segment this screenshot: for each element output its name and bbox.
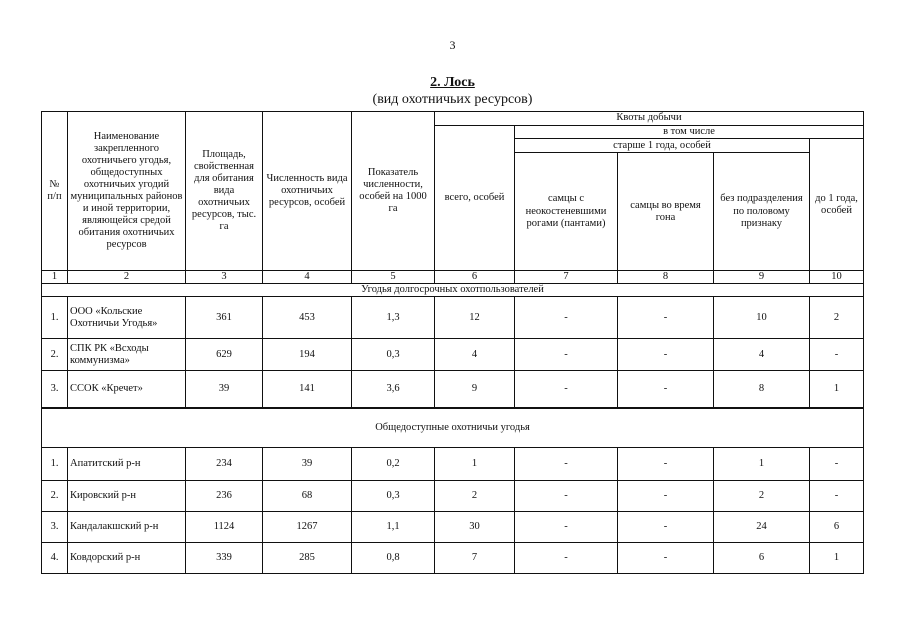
row-total: 12 bbox=[435, 297, 515, 339]
row-population: 194 bbox=[263, 339, 352, 371]
row-males-rut: - bbox=[618, 543, 714, 574]
header-no: № п/п bbox=[42, 112, 68, 271]
header-no-sex: без подразделения по половому признаку bbox=[714, 153, 810, 271]
column-number: 10 bbox=[810, 271, 864, 284]
row-density: 0,8 bbox=[352, 543, 435, 574]
row-area: 629 bbox=[186, 339, 263, 371]
row-name: Кандалакшский р-н bbox=[68, 512, 186, 543]
page-number: 3 bbox=[449, 38, 456, 52]
row-population: 1267 bbox=[263, 512, 352, 543]
row-no-sex: 4 bbox=[714, 339, 810, 371]
row-males-rut: - bbox=[618, 512, 714, 543]
header-density: Показатель численности, особей на 1000 га bbox=[352, 112, 435, 271]
row-no-sex: 24 bbox=[714, 512, 810, 543]
table-row bbox=[42, 371, 864, 408]
header-older: старше 1 года, особей bbox=[515, 139, 810, 153]
row-males-antlers: - bbox=[515, 543, 618, 574]
row-density: 1,3 bbox=[352, 297, 435, 339]
header-quotas: Квоты добычи bbox=[435, 112, 864, 126]
header-males-rut: самцы во время гона bbox=[618, 153, 714, 271]
row-under1: 6 bbox=[810, 512, 864, 543]
row-density: 1,1 bbox=[352, 512, 435, 543]
column-number: 2 bbox=[68, 271, 186, 284]
row-number: 3. bbox=[42, 371, 68, 408]
row-under1: - bbox=[810, 448, 864, 481]
header-name: Наименование закрепленного охотничьего угодья, общедоступных охотничьих угодий муниципальных районов и иной территории, являющейся средой обитания охотничьих ресурсов bbox=[68, 112, 186, 271]
row-total: 30 bbox=[435, 512, 515, 543]
row-total: 1 bbox=[435, 448, 515, 481]
row-area: 236 bbox=[186, 481, 263, 512]
row-total: 7 bbox=[435, 543, 515, 574]
row-density: 0,3 bbox=[352, 339, 435, 371]
row-males-antlers: - bbox=[515, 448, 618, 481]
row-males-antlers: - bbox=[515, 297, 618, 339]
row-total: 9 bbox=[435, 371, 515, 408]
row-area: 39 bbox=[186, 371, 263, 408]
row-number: 2. bbox=[42, 481, 68, 512]
column-number: 3 bbox=[186, 271, 263, 284]
section-title-long-term: Угодья долгосрочных охотпользователей bbox=[42, 284, 864, 297]
column-number: 6 bbox=[435, 271, 515, 284]
header-males-antlers: самцы с неокостеневшими рогами (пантами) bbox=[515, 153, 618, 271]
row-males-rut: - bbox=[618, 371, 714, 408]
row-males-antlers: - bbox=[515, 371, 618, 408]
row-no-sex: 8 bbox=[714, 371, 810, 408]
table-row bbox=[42, 448, 864, 481]
row-males-rut: - bbox=[618, 481, 714, 512]
row-males-antlers: - bbox=[515, 339, 618, 371]
row-number: 4. bbox=[42, 543, 68, 574]
page-title: 2. Лось bbox=[430, 75, 475, 90]
row-area: 1124 bbox=[186, 512, 263, 543]
row-no-sex: 1 bbox=[714, 448, 810, 481]
column-number: 9 bbox=[714, 271, 810, 284]
row-total: 4 bbox=[435, 339, 515, 371]
row-total: 2 bbox=[435, 481, 515, 512]
row-males-antlers: - bbox=[515, 481, 618, 512]
row-under1: - bbox=[810, 481, 864, 512]
row-density: 3,6 bbox=[352, 371, 435, 408]
header-total: всего, особей bbox=[435, 126, 515, 271]
column-number: 1 bbox=[42, 271, 68, 284]
row-population: 141 bbox=[263, 371, 352, 408]
table-row bbox=[42, 297, 864, 339]
row-name: ССОК «Кречет» bbox=[68, 371, 186, 408]
row-no-sex: 10 bbox=[714, 297, 810, 339]
row-under1: - bbox=[810, 339, 864, 371]
row-no-sex: 6 bbox=[714, 543, 810, 574]
section-title-public: Общедоступные охотничьи угодья bbox=[42, 409, 864, 448]
row-under1: 1 bbox=[810, 543, 864, 574]
column-number: 4 bbox=[263, 271, 352, 284]
row-no-sex: 2 bbox=[714, 481, 810, 512]
row-number: 3. bbox=[42, 512, 68, 543]
header-population: Численность вида охотничьих ресурсов, особей bbox=[263, 112, 352, 271]
row-name: Кировский р-н bbox=[68, 481, 186, 512]
row-under1: 2 bbox=[810, 297, 864, 339]
row-males-rut: - bbox=[618, 448, 714, 481]
column-number-row bbox=[42, 271, 864, 284]
row-population: 39 bbox=[263, 448, 352, 481]
row-density: 0,2 bbox=[352, 448, 435, 481]
row-area: 361 bbox=[186, 297, 263, 339]
row-population: 453 bbox=[263, 297, 352, 339]
column-number: 7 bbox=[515, 271, 618, 284]
row-name: Ковдорский р-н bbox=[68, 543, 186, 574]
row-density: 0,3 bbox=[352, 481, 435, 512]
row-population: 285 bbox=[263, 543, 352, 574]
row-name: Апатитский р-н bbox=[68, 448, 186, 481]
quota-table bbox=[41, 111, 864, 574]
page-subtitle: (вид охотничьих ресурсов) bbox=[372, 92, 533, 107]
table-row bbox=[42, 512, 864, 543]
row-area: 234 bbox=[186, 448, 263, 481]
column-number: 5 bbox=[352, 271, 435, 284]
header-area: Площадь, свойственная для обитания вида охотничьих ресурсов, тыс. га bbox=[186, 112, 263, 271]
row-males-rut: - bbox=[618, 297, 714, 339]
row-area: 339 bbox=[186, 543, 263, 574]
row-males-rut: - bbox=[618, 339, 714, 371]
row-number: 2. bbox=[42, 339, 68, 371]
row-under1: 1 bbox=[810, 371, 864, 408]
table-row bbox=[42, 481, 864, 512]
table-row bbox=[42, 543, 864, 574]
header-under1: до 1 года, особей bbox=[810, 139, 864, 271]
row-name: ООО «Кольские Охотничьи Угодья» bbox=[68, 297, 186, 339]
header-including: в том числе bbox=[515, 126, 864, 139]
table-row bbox=[42, 339, 864, 371]
row-number: 1. bbox=[42, 297, 68, 339]
row-males-antlers: - bbox=[515, 512, 618, 543]
column-number: 8 bbox=[618, 271, 714, 284]
row-name: СПК РК «Всходы коммунизма» bbox=[68, 339, 186, 371]
row-number: 1. bbox=[42, 448, 68, 481]
row-population: 68 bbox=[263, 481, 352, 512]
